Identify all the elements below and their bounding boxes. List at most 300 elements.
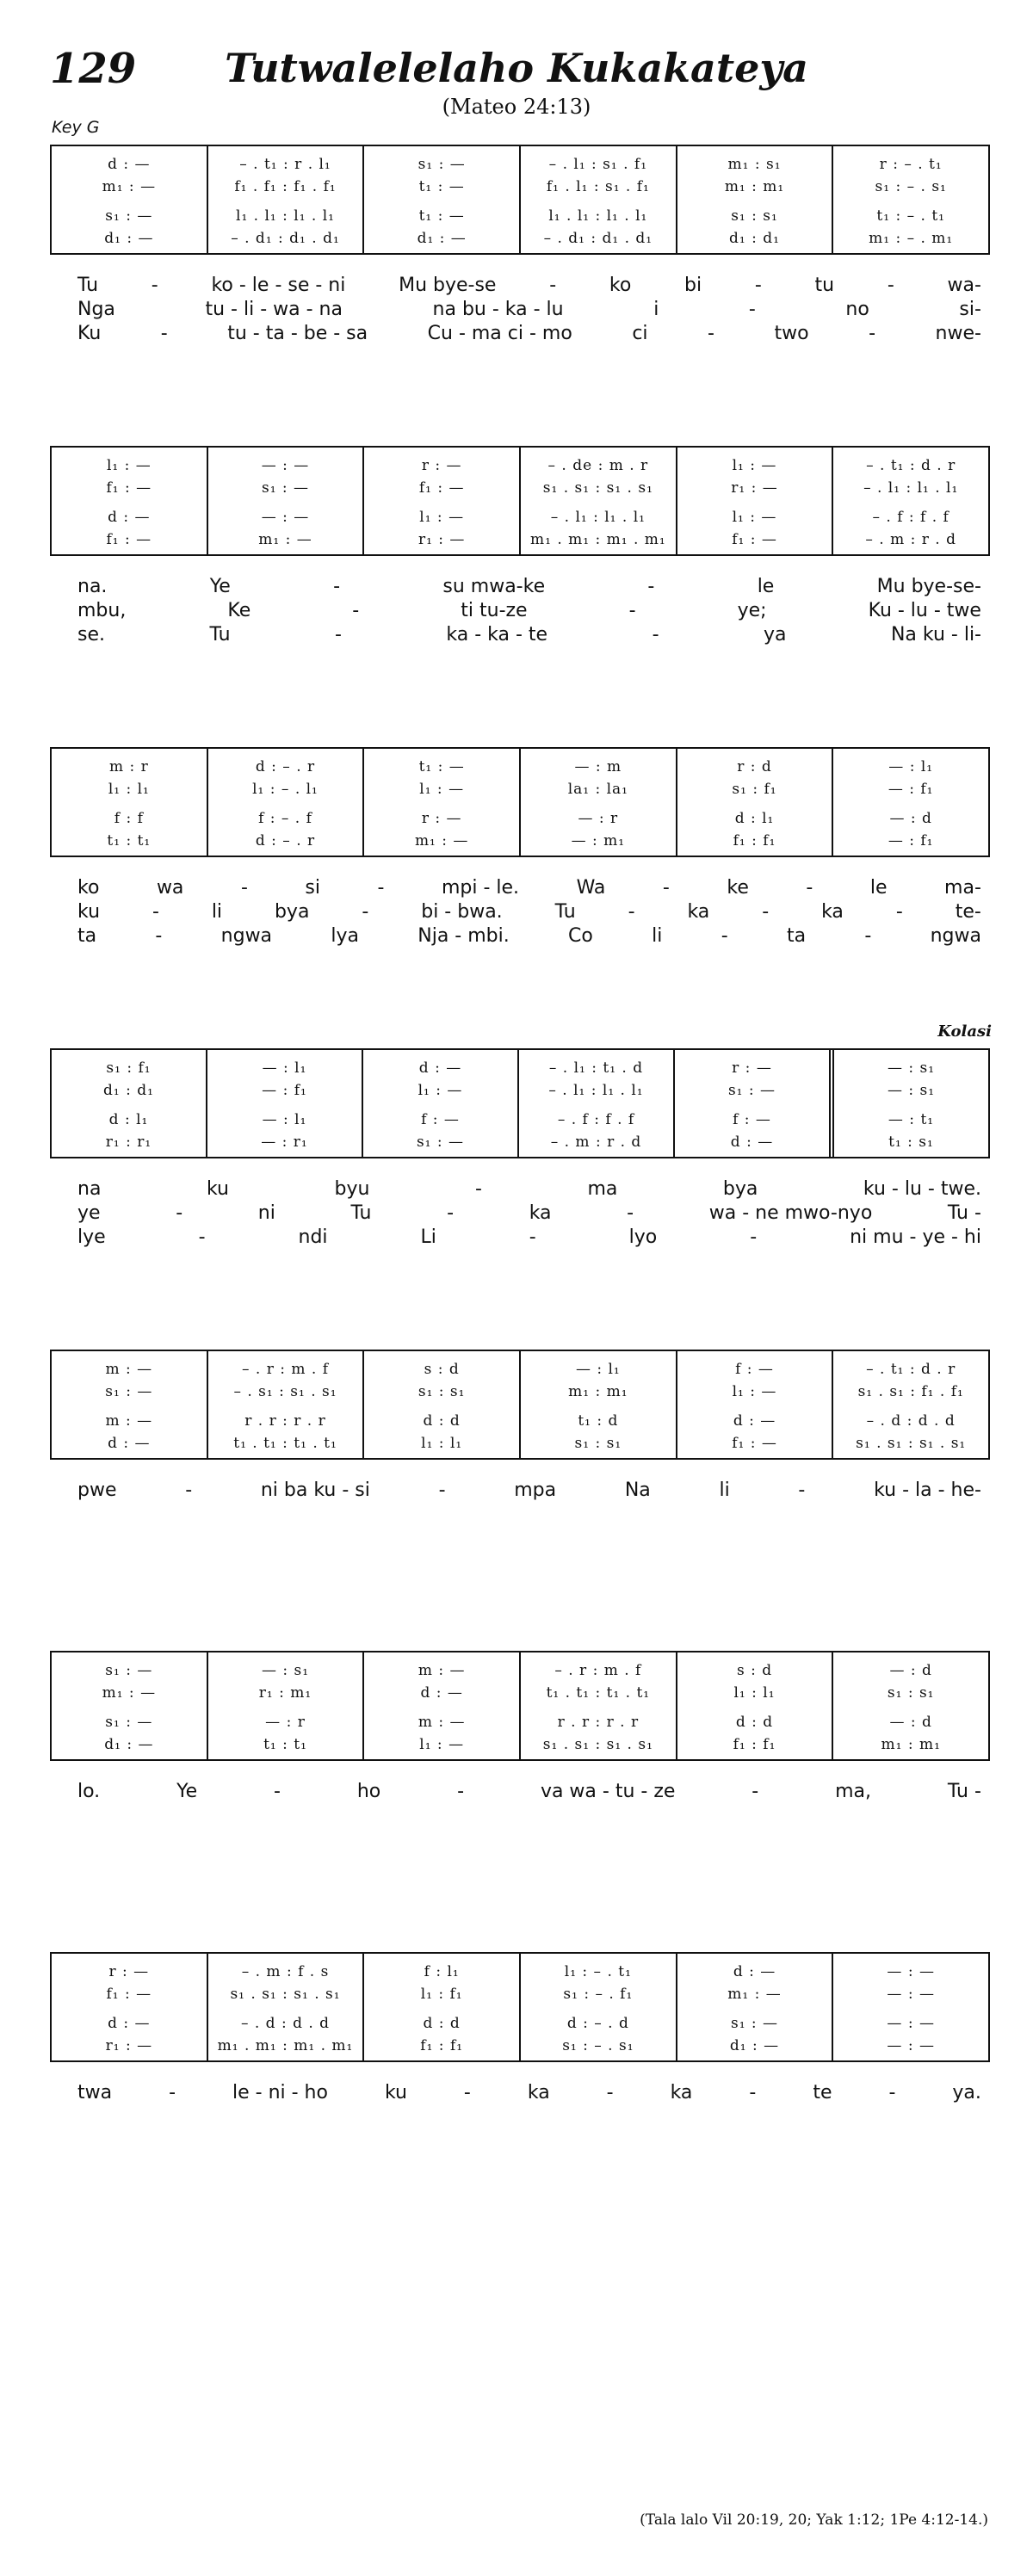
measure — [208, 146, 365, 253]
lyric-syllable: ci — [632, 323, 648, 344]
lyric-syllable: - — [662, 877, 670, 899]
voice-notes: s₁ : – . s₁ — [875, 178, 947, 195]
lyric-syllable: - — [474, 1178, 482, 1200]
lyric-syllable: te — [813, 2082, 832, 2103]
voice-notes: t₁ . t₁ : t₁ . t₁ — [546, 1684, 651, 1702]
lyrics-block — [50, 1177, 990, 1250]
voice-notes: s₁ : s₁ — [887, 1684, 935, 1702]
voice-notes: d₁ : d₁ — [729, 230, 780, 247]
lyric-syllable: - — [750, 1226, 758, 1248]
measure — [677, 1954, 834, 2060]
solfa-staff — [50, 1048, 990, 1158]
lyric-syllable: - — [627, 1202, 634, 1224]
lyric-syllable: two — [774, 323, 809, 344]
lyric-syllable: - — [887, 275, 894, 296]
voice-notes: — : s₁ — [887, 1059, 936, 1077]
voice-notes: f₁ . f₁ : f₁ . f₁ — [234, 178, 337, 195]
measure — [208, 1351, 365, 1458]
music-system — [50, 1022, 992, 1250]
voice-notes: – . l₁ : s₁ . f₁ — [548, 156, 648, 173]
measure — [833, 1351, 988, 1458]
voice-notes: d : l₁ — [734, 810, 775, 827]
lyric-syllable: Tu — [209, 624, 231, 646]
voice-notes: – . t₁ : d . r — [866, 1361, 956, 1378]
voice-notes: r₁ : r₁ — [105, 1134, 152, 1151]
voice-notes: r : – . t₁ — [879, 156, 943, 173]
lyric-syllable: - — [529, 1226, 536, 1248]
hymn-number: 129 — [50, 45, 137, 93]
lyric-syllable: - — [185, 1480, 193, 1501]
chorus-label: Kolasi — [937, 1022, 992, 1041]
voice-notes: f : — — [735, 1361, 774, 1378]
lyric-syllable: pwe — [77, 1480, 117, 1501]
voice-notes: t₁ : t₁ — [263, 1736, 307, 1753]
footer-references: (Tala lalo Vil 20:19, 20; Yak 1:12; 1Pe 4:12-14.) — [640, 2511, 988, 2529]
lyric-syllable: na bu - ka - lu — [432, 299, 564, 320]
measure — [364, 448, 521, 554]
lyric-syllable: bi - bwa. — [421, 901, 503, 923]
voice-notes: t₁ : – . t₁ — [876, 207, 945, 225]
measure — [208, 1652, 365, 1759]
measure — [833, 1954, 988, 2060]
lyric-syllable: byu — [334, 1178, 370, 1200]
lyric-syllable: li — [211, 901, 223, 923]
voice-notes: s₁ : — — [418, 156, 466, 173]
voice-notes: d : d — [423, 1412, 461, 1430]
voice-notes: f₁ : — — [106, 479, 152, 497]
voice-notes: t₁ : s₁ — [888, 1134, 934, 1151]
voice-notes: f₁ : — — [106, 1986, 152, 2003]
voice-notes: s₁ : s₁ — [731, 207, 778, 225]
voice-notes: f : l₁ — [424, 1963, 460, 1980]
measure — [833, 749, 988, 856]
lyric-syllable: - — [628, 901, 635, 923]
measure — [677, 448, 834, 554]
lyrics-block — [50, 1479, 990, 1503]
measure — [834, 1050, 988, 1157]
measure — [833, 448, 988, 554]
lyric-syllable: na — [77, 1178, 102, 1200]
voice-notes: — : — — [261, 457, 310, 474]
lyric-line — [50, 599, 990, 623]
voice-notes: r₁ : — — [418, 531, 466, 548]
lyric-line — [50, 274, 990, 298]
scripture-reference: (Mateo 24:13) — [442, 95, 591, 119]
voice-notes: – . l₁ : t₁ . d — [548, 1059, 644, 1077]
lyric-syllable: - — [721, 925, 728, 947]
voice-notes: l₁ : — — [419, 1736, 465, 1753]
voice-notes: l₁ . l₁ : l₁ . l₁ — [548, 207, 648, 225]
measure — [677, 1351, 834, 1458]
voice-notes: t₁ : — — [418, 178, 465, 195]
voice-notes: — : f₁ — [262, 1082, 307, 1099]
music-system — [50, 747, 990, 948]
lyric-syllable: mbu, — [77, 600, 127, 621]
lyric-syllable: ke — [727, 877, 749, 899]
measure — [521, 1954, 677, 2060]
voice-notes: t₁ : t₁ — [107, 832, 152, 849]
voice-notes: m : r — [108, 758, 149, 775]
lyric-syllable: ka — [821, 901, 844, 923]
voice-notes: d : — — [108, 509, 151, 526]
lyric-syllable: ko - le - se - ni — [211, 275, 346, 296]
lyric-line — [50, 1780, 990, 1804]
measure — [208, 1954, 365, 2060]
lyric-syllable: va wa - tu - ze — [540, 1781, 676, 1802]
voice-notes: s₁ : f₁ — [732, 781, 777, 798]
lyric-syllable: ka — [529, 1202, 552, 1224]
lyric-syllable: - — [160, 323, 168, 344]
voice-notes: d : — — [733, 1412, 776, 1430]
voice-notes: d : – . d — [566, 2015, 629, 2032]
voice-notes: m₁ : — — [102, 178, 157, 195]
voice-notes: f₁ : f₁ — [733, 1736, 776, 1753]
voice-notes: d : — — [730, 1134, 774, 1151]
lyric-syllable: si- — [959, 299, 981, 320]
measure — [363, 1050, 519, 1157]
voice-notes: – . r : m . f — [554, 1662, 642, 1679]
lyric-syllable: - — [377, 877, 385, 899]
measure — [208, 448, 365, 554]
measure — [833, 146, 988, 253]
measure — [519, 1050, 675, 1157]
voice-notes: l₁ : — — [106, 457, 152, 474]
lyric-syllable: - — [438, 1480, 446, 1501]
voice-notes: – . d₁ : d₁ . d₁ — [231, 230, 340, 247]
lyric-syllable: si — [305, 877, 320, 899]
voice-notes: m₁ : s₁ — [727, 156, 782, 173]
measure — [833, 1652, 988, 1759]
voice-notes: m₁ : m₁ — [568, 1383, 628, 1400]
lyric-line — [50, 1202, 990, 1226]
voice-notes: l₁ : l₁ — [421, 1435, 463, 1452]
lyric-syllable: li — [719, 1480, 730, 1501]
lyric-syllable: ya — [763, 624, 787, 646]
lyric-syllable: Tu - — [947, 1202, 981, 1224]
voice-notes: r : — — [421, 457, 462, 474]
voice-notes: d : — — [108, 156, 151, 173]
lyric-syllable: tu - ta - be - sa — [227, 323, 368, 344]
lyric-syllable: se. — [77, 624, 105, 646]
voice-notes: d₁ : — — [729, 2037, 780, 2054]
lyric-syllable: mpi - le. — [441, 877, 520, 899]
voice-notes: m : — — [105, 1412, 153, 1430]
voice-notes: r₁ : — — [731, 479, 778, 497]
lyric-syllable: ni mu - ye - hi — [850, 1226, 981, 1248]
voice-notes: m₁ : — — [258, 531, 312, 548]
voice-notes: d : d — [423, 2015, 461, 2032]
voice-notes: m : — — [105, 1361, 153, 1378]
lyric-syllable: le — [757, 576, 775, 597]
voice-notes: — : s₁ — [887, 1082, 936, 1099]
lyric-syllable: no — [845, 299, 869, 320]
measure — [207, 1050, 363, 1157]
lyric-syllable: - — [749, 2082, 757, 2103]
lyric-syllable: Na ku - li- — [890, 624, 981, 646]
voice-notes: — : m — [574, 758, 622, 775]
voice-notes: f : — — [421, 1111, 460, 1128]
lyric-syllable: ka — [527, 2082, 550, 2103]
lyric-syllable: su mwa-ke — [442, 576, 546, 597]
voice-notes: s₁ : — — [105, 1383, 153, 1400]
lyric-syllable: ta — [77, 925, 97, 947]
lyric-syllable: ndi — [298, 1226, 328, 1248]
voice-notes: r : — — [108, 1963, 150, 1980]
voice-notes: d : — — [108, 1435, 151, 1452]
measure — [364, 1954, 521, 2060]
lyric-syllable: Ku - lu - twe — [868, 600, 981, 621]
voice-notes: – . f : f . f — [557, 1111, 635, 1128]
voice-notes: — : r — [265, 1714, 306, 1731]
lyric-syllable: - — [748, 299, 756, 320]
voice-notes: l₁ : – . l₁ — [252, 781, 319, 798]
voice-notes: t₁ : — — [418, 758, 465, 775]
lyric-syllable: bya — [722, 1178, 758, 1200]
lyric-syllable: - — [888, 2082, 896, 2103]
voice-notes: – . f : f . f — [872, 509, 949, 526]
voice-notes: s₁ : — — [261, 479, 310, 497]
lyric-syllable: ko — [77, 877, 100, 899]
voice-notes: m₁ : — — [102, 1684, 157, 1702]
voice-notes: r . r : r . r — [244, 1412, 326, 1430]
lyric-syllable: Ye — [176, 1781, 198, 1802]
voice-notes: s : d — [736, 1662, 773, 1679]
lyric-syllable: - — [463, 2082, 471, 2103]
lyric-syllable: - — [869, 323, 876, 344]
lyric-syllable: ya. — [952, 2082, 981, 2103]
solfa-staff — [50, 1651, 990, 1761]
voice-notes: d : — — [733, 1963, 776, 1980]
voice-notes: — : f₁ — [888, 832, 934, 849]
lyric-syllable: te- — [955, 901, 981, 923]
measure — [521, 448, 677, 554]
voice-notes: f₁ . l₁ : s₁ . f₁ — [546, 178, 650, 195]
voice-notes: m₁ : m₁ — [881, 1736, 941, 1753]
voice-notes: — : — — [887, 2015, 935, 2032]
voice-notes: l₁ : — — [419, 509, 465, 526]
voice-notes: d : d — [735, 1714, 774, 1731]
voice-notes: l₁ : — — [418, 1082, 463, 1099]
measure — [364, 749, 521, 856]
voice-notes: s₁ : — — [105, 1714, 153, 1731]
voice-notes: s₁ : — — [105, 207, 153, 225]
voice-notes: d₁ : — — [104, 230, 154, 247]
voice-notes: s₁ : — — [416, 1134, 465, 1151]
voice-notes: — : l₁ — [888, 758, 934, 775]
lyric-syllable: - — [151, 275, 158, 296]
lyric-line — [50, 1177, 990, 1202]
voice-notes: s₁ . s₁ : s₁ . s₁ — [542, 1736, 653, 1753]
lyric-syllable: ma- — [944, 877, 981, 899]
voice-notes: l₁ : l₁ — [108, 781, 150, 798]
lyric-syllable: li — [652, 925, 663, 947]
lyric-syllable: - — [362, 901, 369, 923]
lyric-syllable: wa — [156, 877, 184, 899]
voice-notes: f₁ : — — [732, 1435, 777, 1452]
lyric-syllable: Na — [624, 1480, 651, 1501]
measure — [52, 1351, 208, 1458]
voice-notes: f : – . f — [258, 810, 312, 827]
voice-notes: r : — — [732, 1059, 772, 1077]
lyric-line — [50, 876, 990, 900]
music-system — [50, 1350, 990, 1503]
voice-notes: d₁ : — — [417, 230, 467, 247]
voice-notes: — : d — [889, 1662, 932, 1679]
voice-notes: m : — — [418, 1714, 466, 1731]
voice-notes: s₁ : — — [727, 1082, 776, 1099]
voice-notes: l₁ : f₁ — [420, 1986, 463, 2003]
solfa-staff — [50, 1952, 990, 2062]
lyric-syllable: ngwa — [220, 925, 273, 947]
lyric-line — [50, 322, 990, 346]
voice-notes: – . t₁ : r . l₁ — [239, 156, 331, 173]
lyric-syllable: - — [334, 624, 342, 646]
lyric-syllable: ku — [77, 901, 101, 923]
measure — [52, 448, 208, 554]
lyric-syllable: lye — [77, 1226, 106, 1248]
lyric-syllable: ku - la - he- — [874, 1480, 981, 1501]
lyric-syllable: ho — [356, 1781, 381, 1802]
solfa-staff — [50, 446, 990, 556]
lyric-syllable: nwe- — [935, 323, 981, 344]
lyric-syllable: ka — [670, 2082, 693, 2103]
measure — [52, 1954, 208, 2060]
lyric-line — [50, 298, 990, 322]
lyric-syllable: ku - lu - twe. — [863, 1178, 981, 1200]
lyric-syllable: ka - ka - te — [446, 624, 548, 646]
voice-notes: s₁ : s₁ — [574, 1435, 622, 1452]
voice-notes: l₁ : l₁ — [733, 1684, 776, 1702]
voice-notes: f₁ : f₁ — [420, 2037, 464, 2054]
voice-notes: — : — — [887, 1986, 935, 2003]
voice-notes: — : l₁ — [262, 1059, 307, 1077]
lyric-syllable: Mu bye-se — [399, 275, 497, 296]
lyrics-block — [50, 575, 990, 647]
voice-notes: l₁ : — — [732, 457, 777, 474]
voice-notes: m₁ : – . m₁ — [869, 230, 954, 247]
lyric-syllable: - — [176, 1202, 183, 1224]
voice-notes: – . d₁ : d₁ . d₁ — [543, 230, 653, 247]
voice-notes: d : – . r — [255, 832, 316, 849]
voice-notes: f₁ : — — [732, 531, 777, 548]
lyric-syllable: ngwa — [930, 925, 981, 947]
voice-notes: la₁ : la₁ — [567, 781, 628, 798]
voice-notes: — : m₁ — [571, 832, 626, 849]
lyric-syllable: le — [869, 877, 888, 899]
lyric-syllable: tu — [814, 275, 835, 296]
lyric-syllable: twa — [77, 2082, 113, 2103]
music-system — [50, 446, 990, 647]
lyric-syllable: lyo — [628, 1226, 658, 1248]
voice-notes: — : r — [578, 810, 619, 827]
lyric-syllable: bi — [684, 275, 702, 296]
solfa-staff — [50, 145, 990, 255]
voice-notes: – . l₁ : l₁ . l₁ — [550, 509, 646, 526]
lyric-syllable: - — [798, 1480, 806, 1501]
measure — [521, 1652, 677, 1759]
voice-notes: d : — — [108, 2015, 151, 2032]
voice-notes: d₁ : d₁ — [103, 1082, 154, 1099]
voice-notes: – . r : m . f — [242, 1361, 329, 1378]
lyric-syllable: le - ni - ho — [232, 2082, 328, 2103]
lyric-syllable: - — [152, 901, 159, 923]
lyric-syllable: - — [647, 576, 655, 597]
lyric-syllable: ni ba ku - si — [260, 1480, 370, 1501]
lyric-syllable: - — [606, 2082, 614, 2103]
lyric-syllable: - — [752, 1781, 759, 1802]
solfa-staff — [50, 1350, 990, 1460]
lyric-syllable: ku — [206, 1178, 229, 1200]
lyric-syllable: Tu — [350, 1202, 372, 1224]
lyric-syllable: Li — [420, 1226, 436, 1248]
music-system — [50, 1651, 990, 1804]
measure — [208, 749, 365, 856]
voice-notes: – . d : d . d — [866, 1412, 956, 1430]
voice-notes: l₁ : — — [732, 1383, 777, 1400]
lyric-syllable: Tu — [554, 901, 576, 923]
lyric-syllable: ko — [609, 275, 632, 296]
voice-notes: m₁ : m₁ — [724, 178, 785, 195]
lyric-syllable: na. — [77, 576, 108, 597]
voice-notes: d : — — [418, 1059, 462, 1077]
measure — [52, 749, 208, 856]
lyric-syllable: - — [895, 901, 903, 923]
lyric-syllable: ku — [384, 2082, 407, 2103]
voice-notes: s₁ : – . f₁ — [563, 1986, 634, 2003]
voice-notes: s₁ : — — [730, 2015, 779, 2032]
voice-notes: l₁ : — — [732, 509, 777, 526]
voice-notes: d₁ : — — [104, 1736, 154, 1753]
voice-notes: s₁ . s₁ : s₁ . s₁ — [856, 1435, 967, 1452]
lyric-syllable: - — [169, 2082, 176, 2103]
lyric-syllable: Mu bye-se- — [876, 576, 981, 597]
lyric-syllable: Ku — [77, 323, 102, 344]
voice-notes: – . m : r . d — [865, 531, 956, 548]
voice-notes: – . de : m . r — [547, 457, 649, 474]
measure — [364, 1652, 521, 1759]
voice-notes: s₁ : – . s₁ — [562, 2037, 634, 2054]
voice-notes: r . r : r . r — [557, 1714, 640, 1731]
lyric-syllable: - — [333, 576, 341, 597]
lyric-line — [50, 1226, 990, 1250]
measure — [52, 1050, 207, 1157]
lyrics-block — [50, 2081, 990, 2105]
lyric-syllable: - — [652, 624, 659, 646]
lyric-syllable: wa - ne mwo-nyo — [708, 1202, 873, 1224]
measure — [52, 1652, 208, 1759]
lyrics-block — [50, 1780, 990, 1804]
voice-notes: r : d — [737, 758, 772, 775]
voice-notes: l₁ . l₁ : l₁ . l₁ — [236, 207, 335, 225]
voice-notes: d : l₁ — [108, 1111, 149, 1128]
voice-notes: s : d — [424, 1361, 460, 1378]
lyric-syllable: lya — [331, 925, 359, 947]
lyric-syllable: Wa — [576, 877, 606, 899]
voice-notes: f : — — [733, 1111, 771, 1128]
voice-notes: r : — — [421, 810, 462, 827]
lyric-syllable: Ye — [209, 576, 231, 597]
lyric-syllable: tu - li - wa - na — [205, 299, 343, 320]
lyric-syllable: - — [457, 1781, 465, 1802]
voice-notes: d : – . r — [255, 758, 316, 775]
music-system — [50, 145, 990, 346]
voice-notes: r₁ : m₁ — [258, 1684, 312, 1702]
lyric-syllable: ye — [77, 1202, 101, 1224]
voice-notes: f : f — [114, 810, 144, 827]
voice-notes: s₁ . s₁ : f₁ . f₁ — [857, 1383, 964, 1400]
lyric-line — [50, 1479, 990, 1503]
voice-notes: — : f₁ — [888, 781, 934, 798]
